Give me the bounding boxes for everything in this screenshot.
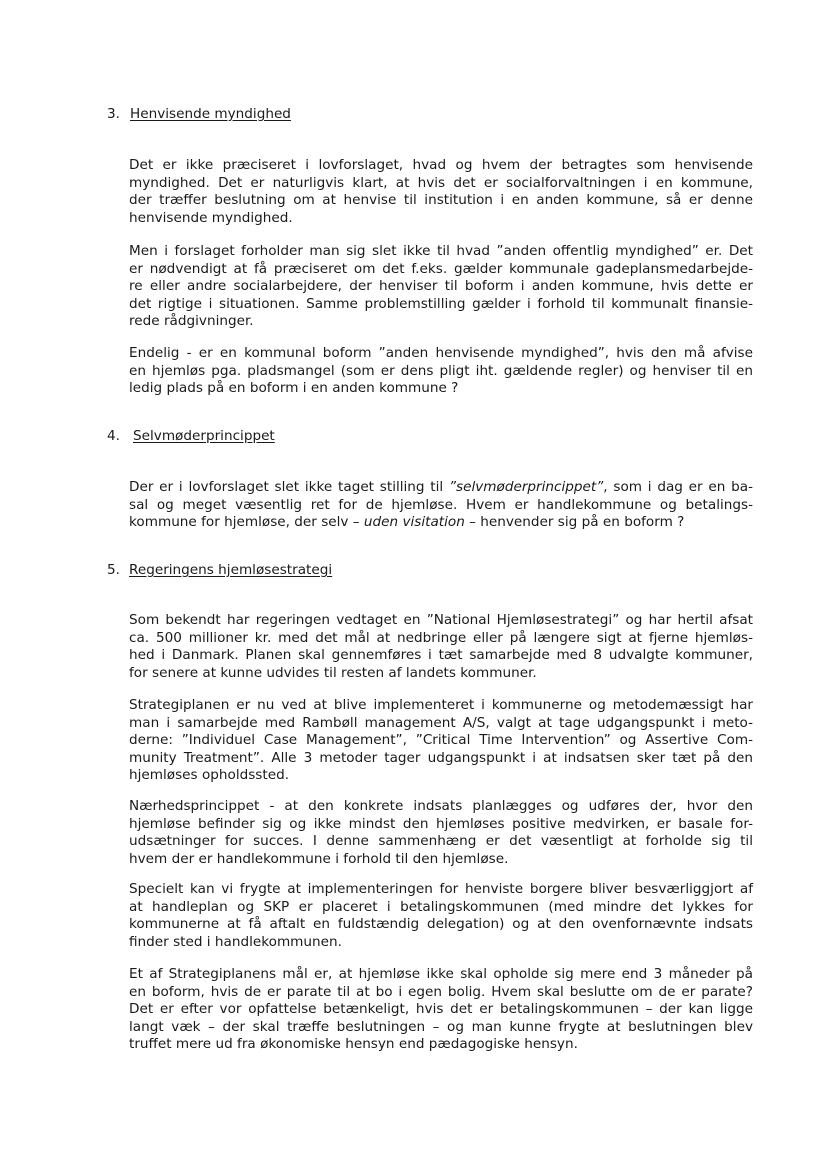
text-line: Men i forslaget forholder man sig slet ikke til hvad ”anden offentlig myndighed” er. Det	[129, 243, 753, 259]
paragraph	[129, 798, 753, 868]
text-line: rede rådgivninger.	[129, 313, 254, 330]
text-line: Det er efter vor opfattelse betænkeligt, hvis det er betalingskommunen – der kan ligge	[129, 1001, 753, 1018]
text-line: Strategiplanen er nu ved at blive implementeret i kommunerne og metodemæssigt har	[129, 697, 753, 713]
text-line: myndighed. Det er naturligvis klart, at hvis det er socialforvaltningen i en kommune,	[129, 174, 753, 191]
text-line: udsætninger for succes. I denne sammenhæng er det væsentligt at forholde sig til	[129, 833, 753, 850]
text-line: ledig plads på en boform i en anden kommune ?	[129, 380, 459, 397]
paragraph	[129, 345, 753, 398]
text-line: Det er ikke præciseret i lovforslaget, hvad og hvem der betragtes som henvisende	[129, 157, 753, 173]
text-line: Som bekendt har regeringen vedtaget en ”National Hjemløsestrategi” og har hertil afsat	[129, 612, 753, 628]
text-line: derne: ”Individuel Case Management”, ”Critical Time Intervention” og Assertive Com-	[129, 732, 753, 749]
paragraph	[129, 612, 753, 682]
text-line: Nærhedsprincippet - at den konkrete indsats planlægges og udføres der, hvor den	[129, 798, 753, 814]
section-title: Selvmøderprincippet	[133, 428, 275, 444]
paragraph	[129, 157, 753, 227]
text-line	[129, 514, 753, 532]
text-line: hjemløses opholdssted.	[129, 767, 290, 784]
text-line: ca. 500 millioner kr. med det mål at nedbringe eller på længere sigt at fjerne hjemløs-	[129, 629, 753, 646]
text-line: hvem der er handlekommune i forhold til den hjemløse.	[129, 850, 509, 867]
text-line: det rigtige i situationen. Samme problemstilling gælder i forhold til kommunalt finansie-	[129, 295, 753, 312]
section-number: 5.	[107, 562, 120, 578]
text-line: at handleplan og SKP er placeret i betalingskommunen (med mindre det lykkes for	[129, 898, 753, 915]
emphasis-text: uden visitation	[363, 514, 465, 531]
text-line: sal og meget væsentlig ret for de hjemløse. Hvem er handlekommune og betalings-	[129, 496, 753, 513]
text-line: finder sted i handlekommunen.	[129, 933, 342, 950]
text-run: , som i dag er en ba-	[603, 479, 753, 495]
text-line: en boform, hvis de er parate til at bo i egen bolig. Hvem skal beslutte om de er parate?	[129, 983, 753, 1000]
paragraph	[129, 697, 753, 785]
text-line: der træffer beslutning om at henvise til institution i en anden kommune, så er denne	[129, 192, 753, 209]
text-line: munity Treatment”. Alle 3 metoder tager udgangspunkt i at indsatsen sker tæt på den	[129, 749, 753, 766]
text-line: langt væk – der skal træffe beslutningen – og man kunne frygte at beslutningen blev	[129, 1018, 753, 1035]
section-title: Henvisende myndighed	[130, 106, 291, 122]
text-line: truffet mere ud fra økonomiske hensyn end pædagogiske hensyn.	[129, 1036, 578, 1053]
text-run: – henvender sig på en boform ?	[464, 514, 685, 531]
text-line: kommunerne at få aftalt en fuldstændig delegation) og at den ovenfornævnte indsats	[129, 916, 753, 933]
text-line: man i samarbejde med Rambøll management A/S, valgt at tage udgangspunkt i meto-	[129, 714, 753, 731]
text-line: en hjemløs pga. pladsmangel (som er dens pligt iht. gældende regler) og henviser til en	[129, 362, 753, 379]
section-title: Regeringens hjemløsestrategi	[129, 562, 333, 578]
paragraph	[129, 479, 753, 532]
section-number: 3.	[107, 106, 120, 122]
text-line: Et af Strategiplanens mål er, at hjemløse ikke skal opholde sig mere end 3 måneder på	[129, 966, 753, 982]
text-run: kommune for hjemløse, der selv –	[129, 514, 364, 531]
paragraph	[129, 243, 753, 331]
text-line: for senere at kunne udvides til resten af landets kommuner.	[129, 664, 537, 681]
text-line: Specielt kan vi frygte at implementeringen for henviste borgere bliver besværliggjort af	[129, 881, 753, 897]
text-line: Endelig - er en kommunal boform ”anden henvisende myndighed”, hvis den må afvise	[129, 345, 753, 361]
text-line: hjemløse befinder sig og ikke mindst den hjemløses positive medvirken, er basale for-	[129, 815, 753, 832]
emphasis-text: ”selvmøderprincippet”	[448, 479, 604, 495]
text-run: Der er i lovforslaget slet ikke taget stilling til	[129, 479, 449, 495]
text-line: henvisende myndighed.	[129, 209, 293, 226]
text-line	[129, 479, 753, 497]
text-line: hed i Danmark. Planen skal gennemføres i tæt samarbejde med 8 udvalgte kommuner,	[129, 647, 753, 664]
text-line: er nødvendigt at få præciseret om det f.eks. gælder kommunale gadeplansmedarbejde-	[129, 260, 753, 277]
section-number: 4.	[107, 428, 120, 444]
paragraph	[129, 966, 753, 1054]
paragraph	[129, 881, 753, 951]
text-line: re eller andre socialarbejdere, der henviser til boform i anden kommune, hvis dette er	[129, 278, 753, 295]
